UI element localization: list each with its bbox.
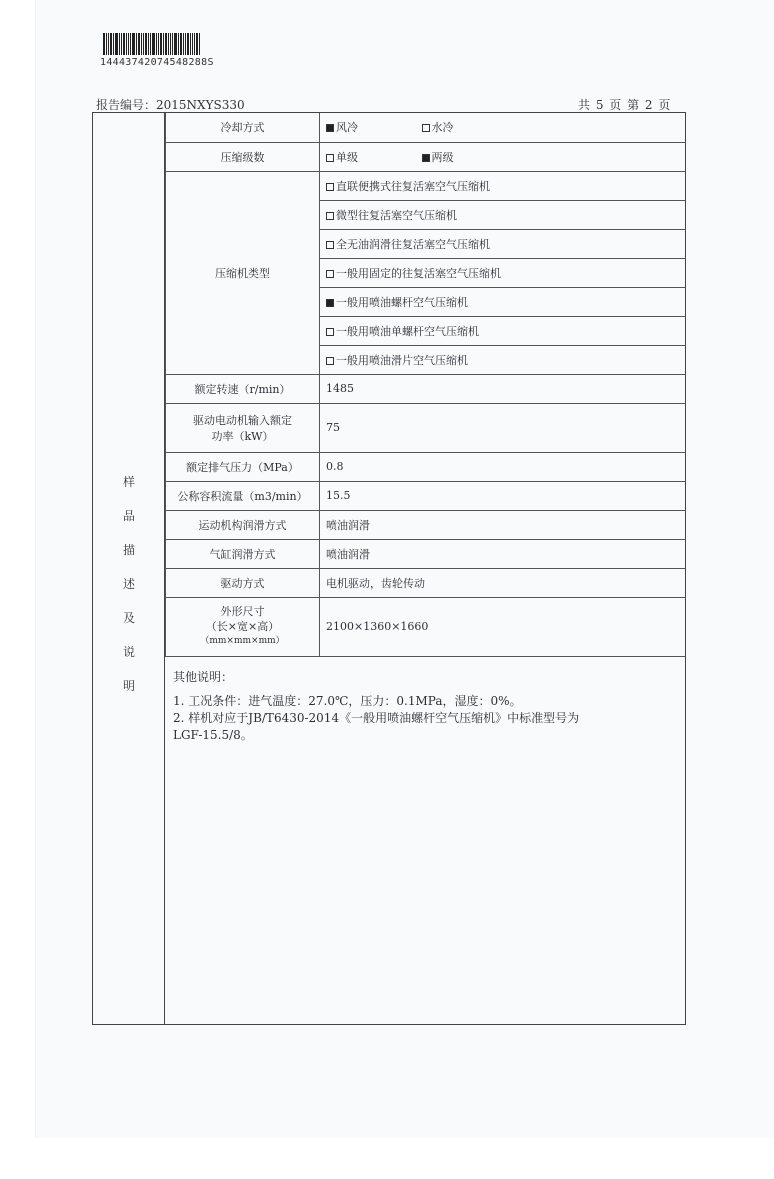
checked-box-icon <box>326 124 334 132</box>
cooling-option-water: 水冷 <box>431 121 454 135</box>
type-option <box>320 287 686 316</box>
type-option-text: 一般用喷油滑片空气压缩机 <box>336 353 468 367</box>
barcode-image <box>103 33 215 55</box>
flow-label: 公称容积流量（m3/min） <box>166 481 320 510</box>
speed-label: 额定转速（r/min） <box>166 374 320 403</box>
barcode-bar <box>130 33 131 55</box>
barcode-bar <box>170 33 171 55</box>
dimensions-label <box>166 597 320 656</box>
checked-box-icon <box>422 154 430 162</box>
barcode-bar <box>113 33 114 55</box>
type-option-text: 直联便携式往复活塞空气压缩机 <box>336 179 490 193</box>
notes-title: 其他说明： <box>173 670 234 684</box>
type-option-text: 全无油润滑往复活塞空气压缩机 <box>336 237 490 251</box>
barcode-bar <box>165 33 167 55</box>
speed-value: 1485 <box>320 374 686 403</box>
side-char: 及 <box>122 611 135 625</box>
type-checkbox-icon <box>326 241 334 249</box>
table-row <box>166 452 686 481</box>
cooling-option-air: 风冷 <box>336 121 358 135</box>
barcode-bar <box>172 33 173 55</box>
type-option-text: 一般用固定的往复活塞空气压缩机 <box>336 266 501 280</box>
barcode-bar <box>163 33 164 55</box>
barcode-bar <box>119 33 120 55</box>
spec-table <box>165 113 685 657</box>
side-char: 描 <box>122 543 135 557</box>
unchecked-box-icon <box>326 154 334 162</box>
barcode-bar <box>160 33 162 55</box>
table-row <box>166 510 686 539</box>
type-checkbox-icon <box>326 299 334 307</box>
barcode-bar <box>143 33 144 55</box>
barcode-bar <box>183 33 184 55</box>
type-checkbox-icon <box>326 183 334 191</box>
table-row <box>166 403 686 452</box>
barcode-bar <box>178 33 179 55</box>
type-option <box>320 316 686 345</box>
drive-value: 电机驱动，齿轮传动 <box>320 568 686 597</box>
type-checkbox-icon <box>326 357 334 365</box>
barcode-bar <box>192 33 193 55</box>
barcode-bar <box>196 33 198 55</box>
stages-value <box>320 142 686 171</box>
side-char: 说 <box>122 645 135 659</box>
type-label: 压缩机类型 <box>166 171 320 374</box>
table-row <box>166 597 686 656</box>
barcode-bar <box>145 33 147 55</box>
type-option <box>320 229 686 258</box>
side-char: 样 <box>122 475 135 489</box>
pressure-value: 0.8 <box>320 452 686 481</box>
side-column <box>93 113 165 1024</box>
barcode-bar <box>110 33 112 55</box>
side-char: 明 <box>122 679 135 693</box>
dimensions-value: 2100×1360×1660 <box>320 597 686 656</box>
report-number <box>96 96 245 113</box>
barcode-bar <box>123 33 125 55</box>
barcode-bar <box>180 33 182 55</box>
barcode-bar <box>150 33 151 55</box>
type-checkbox-icon <box>326 270 334 278</box>
other-notes <box>173 669 673 744</box>
cylinder-lube-label: 气缸润滑方式 <box>166 539 320 568</box>
barcode-bar <box>148 33 149 55</box>
barcode-bar <box>168 33 169 55</box>
type-option <box>320 345 686 374</box>
barcode-bar <box>190 33 191 55</box>
unchecked-box-icon <box>422 124 430 132</box>
barcode-bar <box>152 33 155 55</box>
power-label-line: 驱动电动机输入额定 <box>193 413 292 427</box>
power-label-line: 功率（kW） <box>211 429 274 443</box>
page-count: 共 5 页 第 2 页 <box>578 98 672 112</box>
table-row <box>166 113 686 142</box>
stages-option-single: 单级 <box>336 150 358 164</box>
barcode-bar <box>138 33 140 55</box>
notes-line: 1. 工况条件：进气温度：27.0℃，压力：0.1MPa，湿度：0%。 <box>173 694 522 708</box>
type-option <box>320 258 686 287</box>
barcode-bar <box>106 33 107 55</box>
type-option-text: 微型往复活塞空气压缩机 <box>336 208 457 222</box>
type-option <box>320 171 686 200</box>
sample-description-frame <box>92 112 686 1025</box>
table-row <box>166 142 686 171</box>
table-row <box>166 568 686 597</box>
table-row <box>166 539 686 568</box>
barcode-bar <box>132 33 135 55</box>
dimensions-label-line: 外形尺寸 <box>220 605 265 618</box>
dimensions-label-line: （mm×mm×mm） <box>200 636 285 646</box>
barcode-bar <box>103 33 105 55</box>
table-row <box>166 374 686 403</box>
cooling-value <box>320 113 686 142</box>
barcode-bar <box>199 33 200 55</box>
motion-lube-label: 运动机构润滑方式 <box>166 510 320 539</box>
report-number-label: 报告编号： <box>96 98 157 112</box>
barcode-bar <box>126 33 127 55</box>
dimensions-label-line: （长×宽×高） <box>205 620 280 633</box>
side-char: 述 <box>122 577 135 591</box>
barcode-bar <box>156 33 157 55</box>
type-option <box>320 200 686 229</box>
table-row <box>166 481 686 510</box>
motion-lube-value: 喷油润滑 <box>320 510 686 539</box>
table-row <box>166 171 686 200</box>
type-option-text: 一般用喷油单螺杆空气压缩机 <box>336 324 479 338</box>
cylinder-lube-value: 喷油润滑 <box>320 539 686 568</box>
power-value: 75 <box>320 403 686 452</box>
barcode-bar <box>174 33 177 55</box>
cooling-label: 冷却方式 <box>166 113 320 142</box>
barcode-bar <box>187 33 189 55</box>
barcode-bar <box>108 33 109 55</box>
power-label <box>166 403 320 452</box>
barcode-bar <box>185 33 186 55</box>
type-option-text: 一般用喷油螺杆空气压缩机 <box>336 295 468 309</box>
drive-label: 驱动方式 <box>166 568 320 597</box>
barcode-bar <box>141 33 142 55</box>
notes-line: LGF-15.5/8。 <box>173 728 253 742</box>
barcode-bar <box>128 33 129 55</box>
pressure-label: 额定排气压力（MPa） <box>166 452 320 481</box>
stages-label: 压缩级数 <box>166 142 320 171</box>
notes-line: 2. 样机对应于JB/T6430-2014《一般用喷油螺杆空气压缩机》中标准型号为 <box>173 711 580 725</box>
type-checkbox-icon <box>326 212 334 220</box>
report-number-value: 2015NXYS330 <box>156 98 245 112</box>
side-label <box>93 465 165 703</box>
barcode-bar <box>121 33 122 55</box>
barcode-bar <box>158 33 159 55</box>
barcode-bar <box>115 33 118 55</box>
barcode-bar <box>136 33 137 55</box>
barcode-number: 14443742074548288S <box>100 57 214 68</box>
barcode-bar <box>194 33 195 55</box>
flow-value: 15.5 <box>320 481 686 510</box>
stages-option-two: 两级 <box>431 150 454 164</box>
side-char: 品 <box>122 509 135 523</box>
type-checkbox-icon <box>326 328 334 336</box>
